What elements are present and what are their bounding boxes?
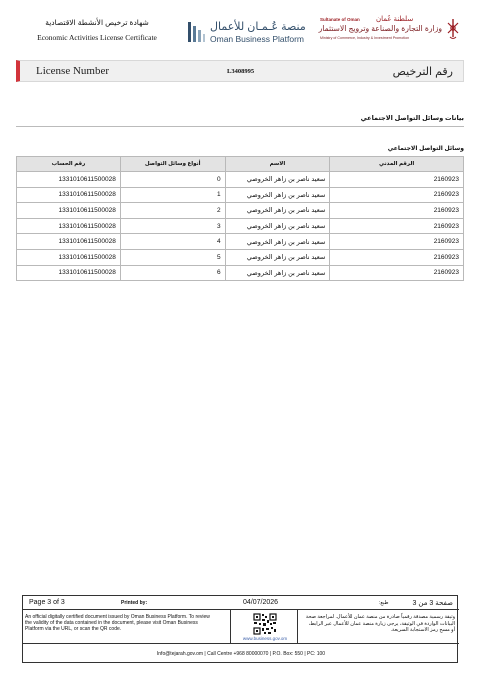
platform-name-en: Oman Business Platform [210, 34, 305, 44]
table-title: وسائل التواصل الاجتماعي [387, 146, 464, 152]
ministry-logo [320, 17, 460, 47]
page-footer [22, 595, 458, 663]
page-number-en: Page 3 of 3 [29, 599, 65, 606]
verification-notice-ar: وثيقة رسمية مصدقة رقمياً صادرة من منصة عمان للأعمال. لمراجعة صحة البيانات الواردة في الوثيقة، يرجى زيارة منصة عمان للأعمال عبر الرابط، أو مسح رمز الاستجابة السريعة. [305, 614, 455, 633]
printed-by-en: Printed by: [121, 600, 148, 606]
cell-name: سعيد ناصر بن زاهر الخروصي [225, 172, 330, 188]
cell-civil-number: 2160923 [330, 218, 464, 234]
certificate-title [22, 18, 172, 42]
cell-civil-number: 2160923 [330, 172, 464, 188]
cell-name: سعيد ناصر بن زاهر الخروصي [225, 203, 330, 219]
cell-name: سعيد ناصر بن زاهر الخروصي [225, 187, 330, 203]
printed-by-ar: طبع: [379, 600, 389, 606]
license-number: L3408995 [227, 68, 255, 75]
platform-logo-icon [186, 20, 206, 44]
sultanate-name-en: Sultanate of Oman [320, 17, 360, 22]
cell-type: 6 [120, 265, 225, 281]
section-title: بيانات وسائل التواصل الاجتماعي [360, 115, 464, 122]
cell-account: 1331010611500028 [17, 234, 121, 250]
page-header [0, 0, 480, 54]
verification-notice-en: An official digitally certified document issued by Oman Business Platform. To review the validity of the data contained in the document, please visit Oman Business Platform via the URL, or scan the QR code. [25, 614, 210, 632]
cell-civil-number: 2160923 [330, 234, 464, 250]
cell-name: سعيد ناصر بن زاهر الخروصي [225, 265, 330, 281]
license-label-ar: رقم الترخيص [392, 66, 453, 78]
cell-account: 1331010611500028 [17, 187, 121, 203]
cell-account: 1331010611500028 [17, 249, 121, 265]
table-header-row [17, 157, 464, 172]
ministry-name-en: Ministry of Commerce, Industry & Investment Promotion [320, 36, 410, 40]
cell-civil-number: 2160923 [330, 265, 464, 281]
footer-contact: Info@tejarah.gov.om | Call Centre +968 80000070 | P.O. Box: 550 | PC: 100 [156, 651, 326, 657]
cell-type: 3 [120, 218, 225, 234]
certificate-title-ar: شهادة ترخيص الأنشطة الاقتصادية [45, 18, 149, 27]
footer-meta-row [23, 596, 459, 610]
cell-type: 0 [120, 172, 225, 188]
cell-type: 4 [120, 234, 225, 250]
sultanate-name-ar: سلطنة عُمان [376, 16, 414, 23]
cell-type: 5 [120, 249, 225, 265]
cell-name: سعيد ناصر بن زاهر الخروصي [225, 218, 330, 234]
cell-name: سعيد ناصر بن زاهر الخروصي [225, 249, 330, 265]
header-civil-number: الرقم المدني [330, 157, 464, 172]
cell-account: 1331010611500028 [17, 172, 121, 188]
table-row [17, 172, 464, 188]
certificate-title-en: Economic Activities License Certificate [37, 33, 157, 42]
table-row [17, 265, 464, 281]
table-row [17, 218, 464, 234]
license-number-bar [16, 60, 464, 82]
ministry-name-ar: وزارة التجارة والصناعة وترويج الاستثمار [318, 24, 442, 33]
cell-civil-number: 2160923 [330, 249, 464, 265]
header-name: الاسم [225, 157, 330, 172]
header-account: رقم الحساب [17, 157, 121, 172]
cell-account: 1331010611500028 [17, 218, 121, 234]
cell-civil-number: 2160923 [330, 187, 464, 203]
national-emblem-icon [446, 17, 460, 41]
license-label-en: License Number [36, 65, 109, 77]
cell-type: 1 [120, 187, 225, 203]
table-row [17, 249, 464, 265]
qr-cell [230, 610, 298, 644]
cell-account: 1331010611500028 [17, 265, 121, 281]
print-date: 04/07/2026 [243, 599, 279, 606]
cell-civil-number: 2160923 [330, 203, 464, 219]
table-row [17, 203, 464, 219]
table-row [17, 187, 464, 203]
table-row [17, 234, 464, 250]
header-type: أنواع وسائل التواصل [120, 157, 225, 172]
qr-code-icon[interactable] [253, 613, 277, 635]
cell-type: 2 [120, 203, 225, 219]
oman-business-platform-logo [186, 20, 306, 46]
platform-name-ar: منصة عُـمـان للأعمال [210, 21, 306, 33]
cell-name: سعيد ناصر بن زاهر الخروصي [225, 234, 330, 250]
footer-verification-row [23, 610, 459, 644]
cell-account: 1331010611500028 [17, 203, 121, 219]
website-link[interactable]: www.business.gov.om [242, 636, 288, 641]
page-number-ar: صفحة 3 من 3 [412, 600, 453, 607]
social-media-table [16, 156, 464, 281]
section-divider [16, 126, 464, 127]
